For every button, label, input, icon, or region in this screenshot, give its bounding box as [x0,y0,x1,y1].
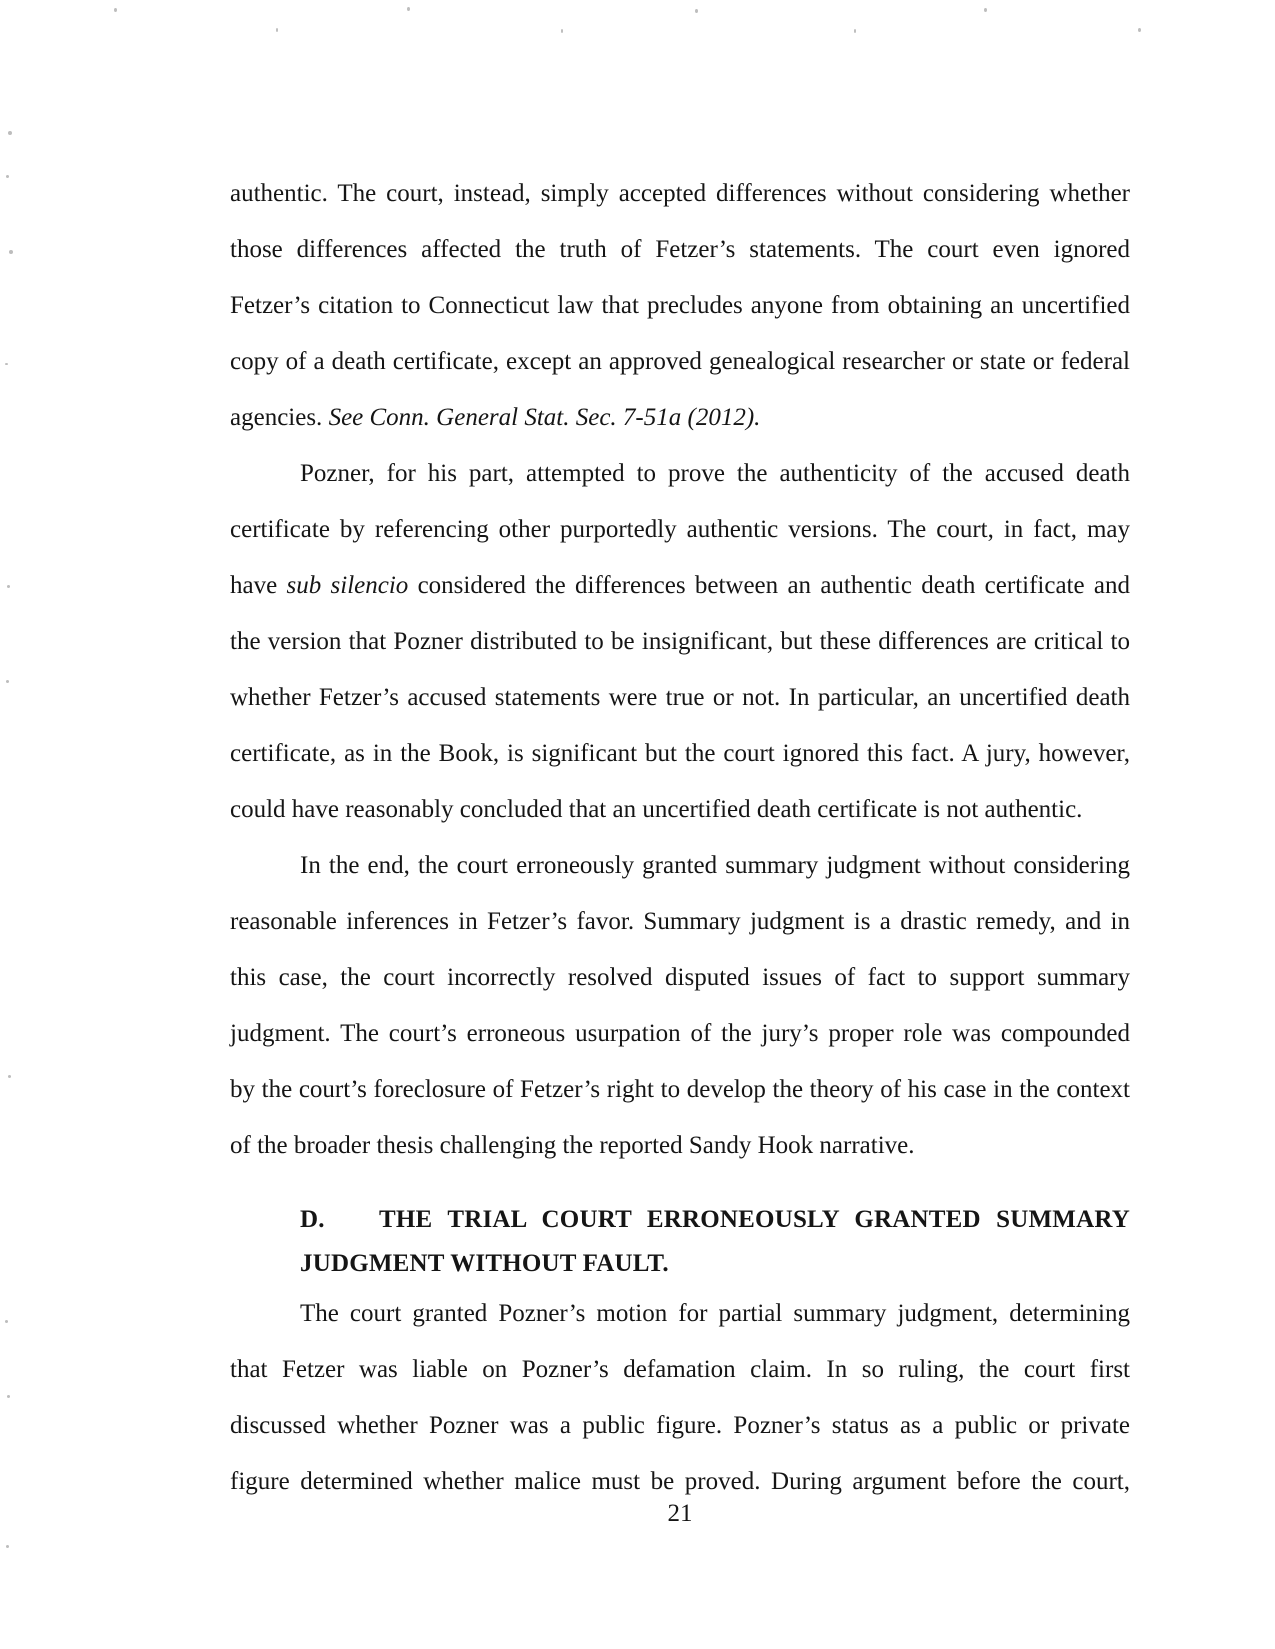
scan-speck [6,680,9,683]
document-body [230,166,1130,1510]
text-segment: In the end, the court erroneously granted summary judgment without considering [300,852,1130,879]
text-line [230,390,1130,446]
text-segment: certificate by referencing other purportedly authentic versions. The court, in fact, may [230,516,1130,543]
paragraph [230,1286,1130,1510]
text-segment: this case, the court incorrectly resolved disputed issues of fact to support summary [230,964,1130,991]
scan-speck [854,29,856,33]
text-line [230,446,1130,502]
text-segment: the version that Pozner distributed to be insignificant, but these differences are critical to [230,628,1130,655]
scan-speck [114,8,117,12]
heading-label: D. [300,1206,325,1233]
text-line [230,838,1130,894]
scan-speck [984,8,987,12]
scan-speck [561,29,563,33]
scan-speck [6,1545,9,1548]
text-line [230,726,1130,782]
text-segment: those differences affected the truth of Fetzer’s statements. The court even ignored [230,236,1130,263]
scan-speck [695,9,698,13]
section-heading-d [300,1198,1130,1286]
text-segment: by the court’s foreclosure of Fetzer’s right to develop the theory of his case in the context [230,1076,1130,1103]
scan-speck [7,1395,10,1398]
text-segment: Pozner, for his part, attempted to prove the authenticity of the accused death [300,460,1130,487]
text-line [230,222,1130,278]
paragraph [230,838,1130,1174]
text-segment: have [230,572,287,599]
italic-text-segment: sub silencio [286,572,409,599]
text-line [230,1398,1130,1454]
text-line [230,950,1130,1006]
scan-speck [276,28,278,32]
text-segment: certificate, as in the Book, is significant but the court ignored this fact. A jury, however, [230,740,1130,767]
text-line [230,558,1130,614]
scan-speck [9,250,13,254]
text-segment: Fetzer’s citation to Connecticut law that precludes anyone from obtaining an uncertified [230,292,1130,319]
scan-speck [6,175,9,178]
paragraph [230,446,1130,838]
text-segment: The court granted Pozner’s motion for partial summary judgment, determining [300,1300,1130,1327]
heading-text: THE TRIAL COURT ERRONEOUSLY GRANTED SUMMARY [379,1206,1130,1233]
text-line [230,894,1130,950]
heading-line [300,1198,1130,1242]
text-line [230,782,1130,838]
text-segment: judgment. The court’s erroneous usurpation of the jury’s proper role was compounded [230,1020,1130,1047]
scan-speck [5,363,8,365]
text-line [230,1006,1130,1062]
scan-speck [5,1320,8,1323]
scan-speck [8,131,12,135]
text-line [230,1342,1130,1398]
text-segment: considered the differences between an authentic death certificate and [408,572,1130,599]
text-line [230,334,1130,390]
text-line [230,502,1130,558]
paragraph [230,166,1130,446]
text-segment: discussed whether Pozner was a public figure. Pozner’s status as a public or private [230,1412,1130,1439]
text-line [230,670,1130,726]
text-line [230,166,1130,222]
page-number: 21 [667,1500,693,1527]
text-segment: figure determined whether malice must be proved. During argument before the court, [230,1468,1130,1495]
text-segment: authentic. The court, instead, simply accepted differences without considering whether [230,180,1130,207]
italic-text-segment: See Conn. General Stat. Sec. 7-51a (2012). [328,404,761,431]
scan-speck [7,585,10,588]
text-segment: that Fetzer was liable on Pozner’s defamation claim. In so ruling, the court first [230,1356,1130,1383]
text-segment: copy of a death certificate, except an approved genealogical researcher or state or federal [230,348,1130,375]
scan-speck [1138,28,1141,32]
text-line [230,614,1130,670]
text-segment: of the broader thesis challenging the reported Sandy Hook narrative. [230,1132,915,1159]
heading-line: JUDGMENT WITHOUT FAULT. [300,1250,669,1277]
text-line [230,1062,1130,1118]
scan-speck [407,7,410,11]
text-segment: could have reasonably concluded that an uncertified death certificate is not authentic. [230,796,1083,823]
text-segment: agencies. [230,404,329,431]
text-line [230,278,1130,334]
text-segment: reasonable inferences in Fetzer’s favor. Summary judgment is a drastic remedy, and in [230,908,1130,935]
text-line [230,1286,1130,1342]
scan-speck [8,1075,11,1078]
text-line [230,1118,1130,1174]
text-segment: whether Fetzer’s accused statements were true or not. In particular, an uncertified death [230,684,1130,711]
